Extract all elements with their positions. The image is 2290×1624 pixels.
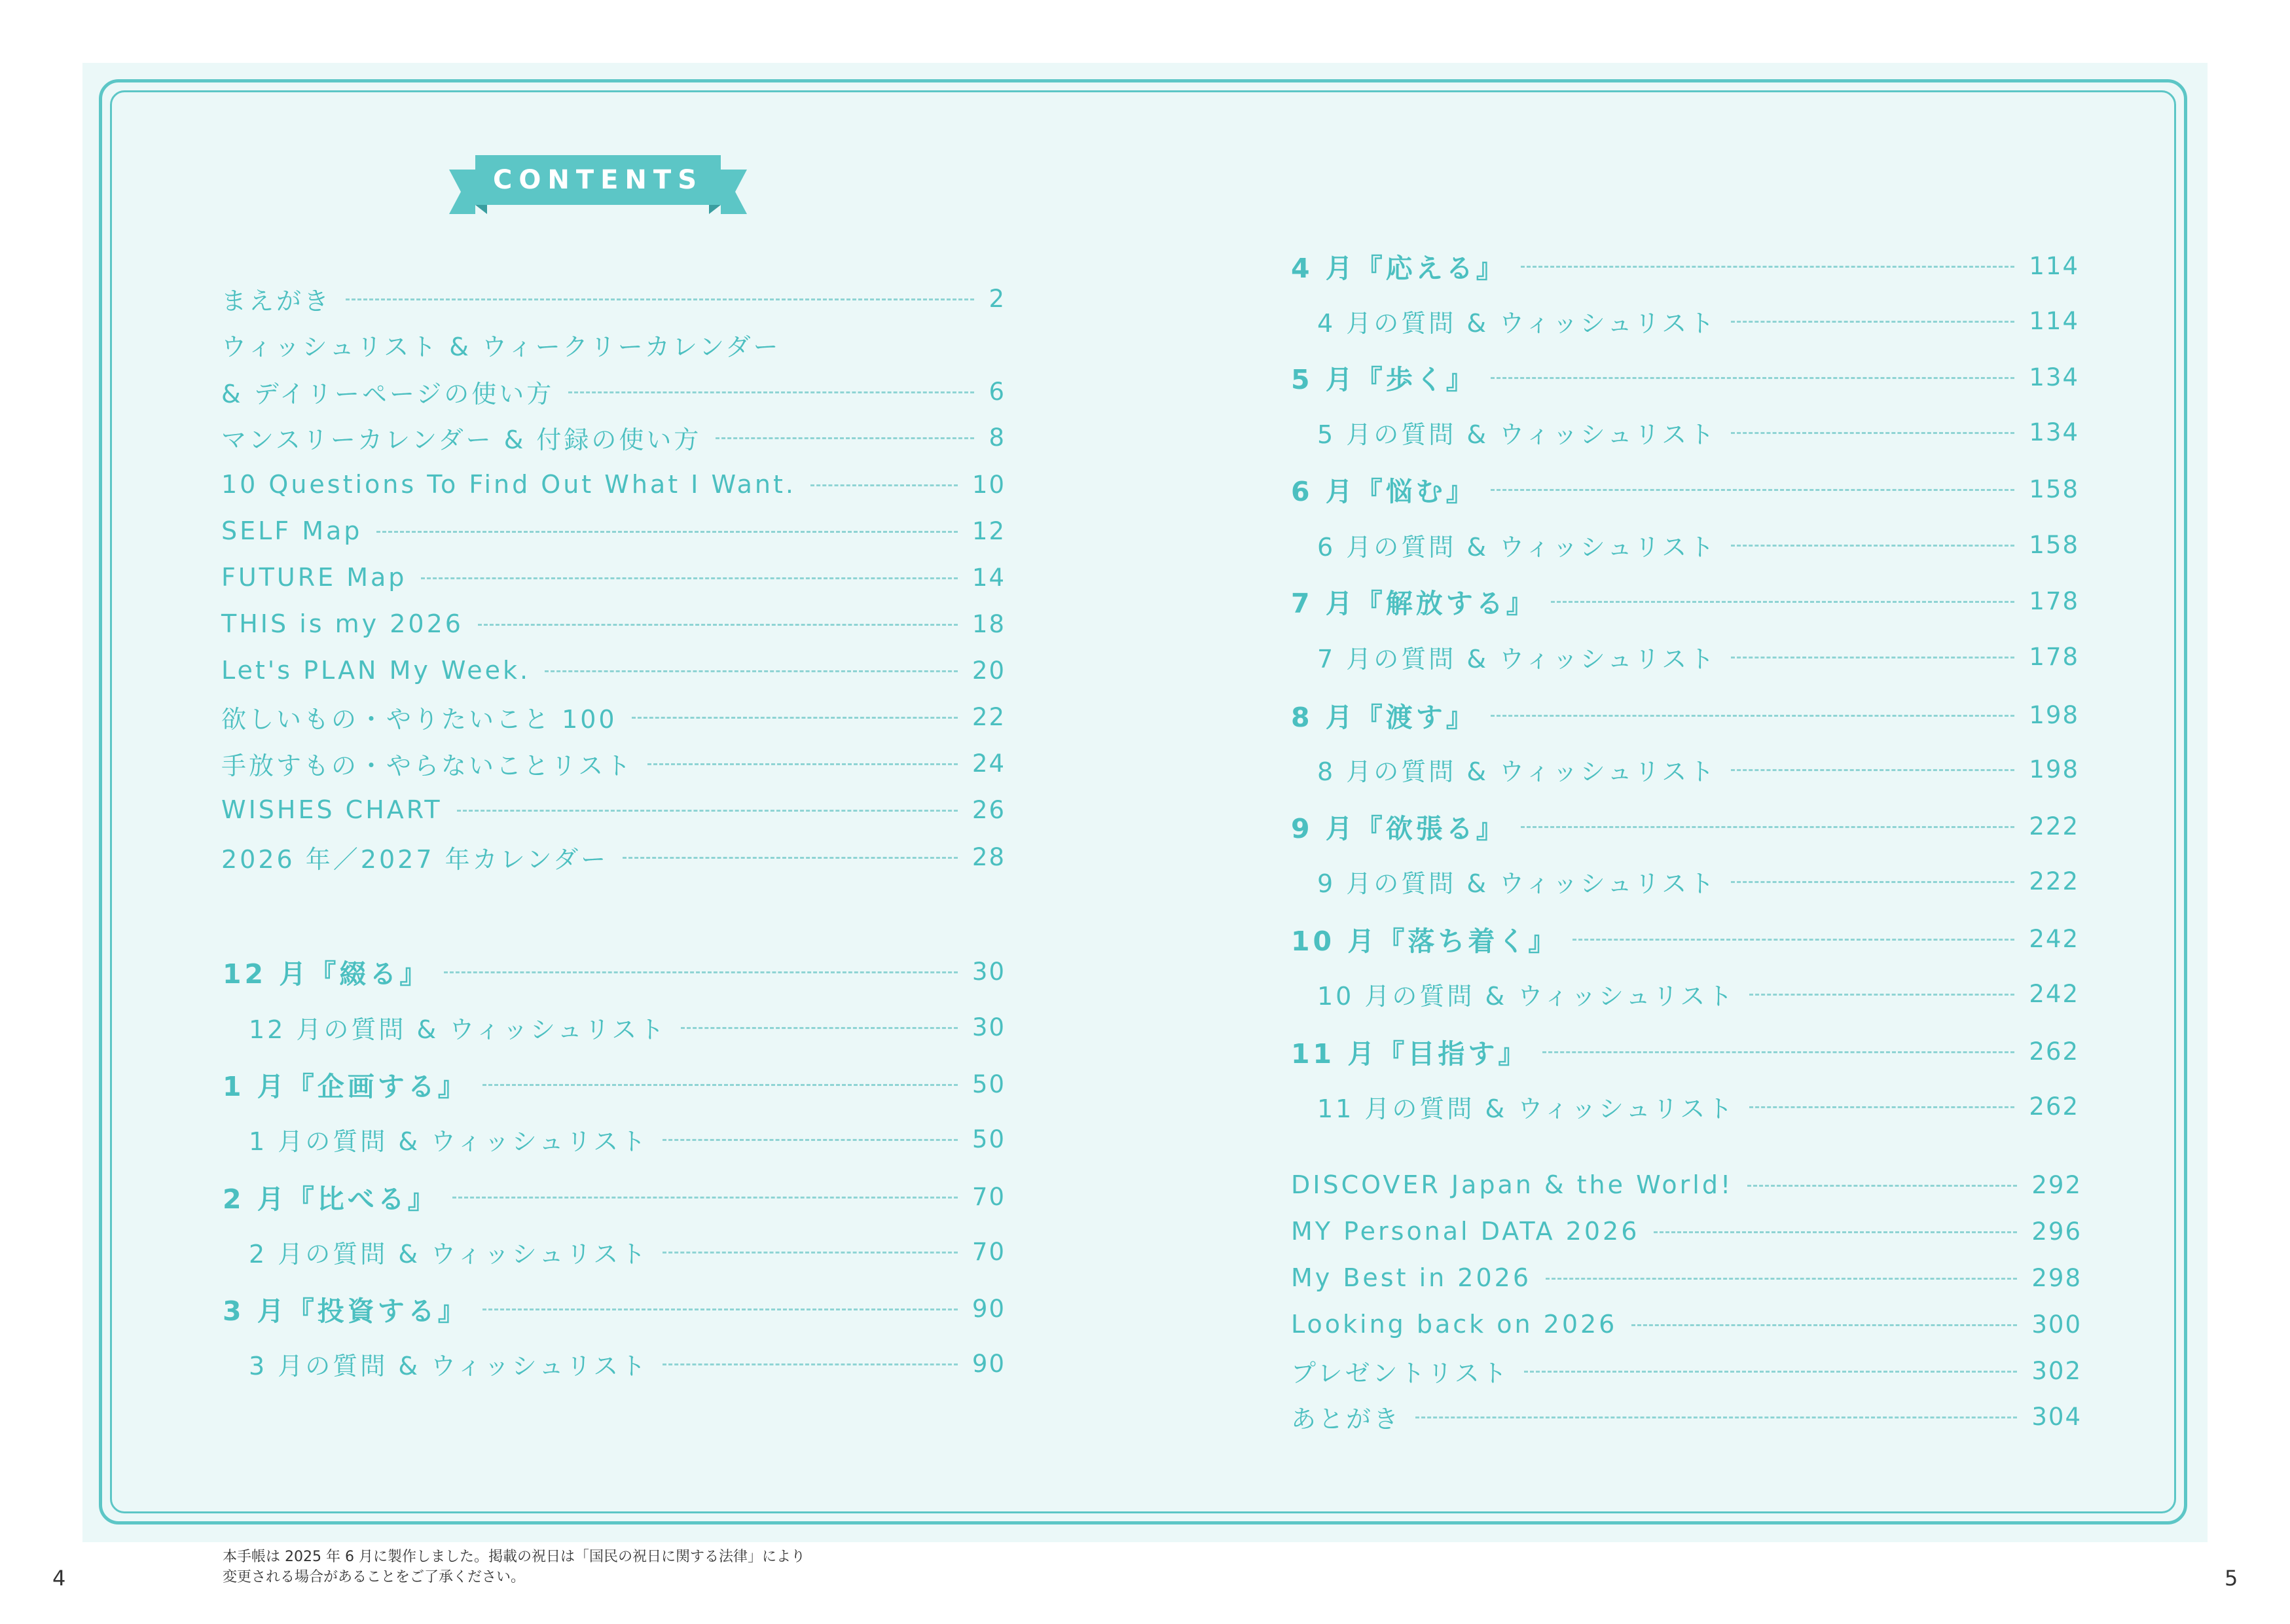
- dotted-leader: [681, 1027, 957, 1029]
- toc-entry-label: 5 月『歩く』: [1291, 363, 1476, 395]
- toc-entry-page: 296: [2031, 1217, 2082, 1246]
- toc-entry-page: 134: [2029, 418, 2079, 446]
- toc-entry-label: MY Personal DATA 2026: [1291, 1217, 1640, 1246]
- toc-entry-page: 292: [2031, 1170, 2082, 1199]
- toc-entry-label: 10 Questions To Find Out What I Want.: [221, 470, 796, 499]
- toc-entry-page: 50: [972, 1070, 1006, 1098]
- toc-entry-label: & デイリーページの使い方: [221, 379, 554, 408]
- dotted-leader: [482, 1308, 958, 1310]
- toc-entry-label: SELF Map: [221, 516, 363, 545]
- toc-entry-page: 178: [2029, 642, 2079, 671]
- toc-entry-page: 20: [972, 656, 1006, 685]
- toc-month-sub-entry[interactable]: [1317, 302, 2079, 339]
- dotted-leader: [482, 1084, 958, 1086]
- toc-entry-label: プレゼントリスト: [1291, 1358, 1510, 1388]
- toc-entry[interactable]: [221, 745, 1006, 782]
- contents-title: CONTENTS: [492, 165, 703, 195]
- toc-entry-page: 70: [972, 1237, 1006, 1266]
- toc-entry-page: 198: [2029, 700, 2079, 729]
- toc-entry[interactable]: [221, 326, 1006, 363]
- toc-entry[interactable]: [221, 373, 1006, 410]
- toc-entry-page: 30: [972, 957, 1006, 986]
- toc-entry-page: 50: [972, 1125, 1006, 1153]
- toc-entry-page: 2: [989, 284, 1006, 313]
- dotted-leader: [623, 857, 958, 859]
- dotted-leader: [346, 298, 974, 300]
- dotted-leader: [1572, 939, 2014, 941]
- toc-month-entry[interactable]: [223, 1178, 1006, 1215]
- toc-entry[interactable]: [1291, 1259, 2082, 1296]
- dotted-leader: [663, 1139, 958, 1141]
- toc-entry-label: 8 月の質問 & ウィッシュリスト: [1317, 757, 1717, 786]
- dotted-leader: [1654, 1231, 2017, 1233]
- toc-entry-page: 24: [972, 749, 1006, 778]
- toc-entry[interactable]: [1291, 1166, 2082, 1203]
- toc-entry-page: 222: [2029, 867, 2079, 895]
- toc-month-entry[interactable]: [1291, 583, 2079, 619]
- toc-month-entry[interactable]: [223, 953, 1006, 990]
- toc-month-entry[interactable]: [1291, 359, 2079, 395]
- toc-entry-label: 9 月の質問 & ウィッシュリスト: [1317, 869, 1717, 898]
- toc-month-sub-entry[interactable]: [1317, 638, 2079, 675]
- toc-entry-label: 欲しいもの・やりたいこと 100: [221, 704, 617, 734]
- toc-entry-label: 11 月の質問 & ウィッシュリスト: [1317, 1094, 1736, 1123]
- toc-entry-page: 22: [972, 702, 1006, 731]
- toc-entry-label: ウィッシュリスト & ウィークリーカレンダー: [221, 332, 781, 361]
- toc-entry-label: 12 月の質問 & ウィッシュリスト: [249, 1015, 667, 1044]
- contents-banner: [449, 151, 747, 217]
- dotted-leader: [1731, 657, 2014, 659]
- toc-entry-page: 8: [989, 423, 1006, 452]
- dotted-leader: [457, 810, 958, 812]
- toc-entry[interactable]: [1291, 1398, 2082, 1435]
- toc-entry-label: 2026 年／2027 年カレンダー: [221, 844, 609, 874]
- toc-entry-label: Let's PLAN My Week.: [221, 656, 531, 685]
- toc-entry-page: 90: [972, 1294, 1006, 1323]
- dotted-leader: [1491, 489, 2015, 491]
- toc-entry[interactable]: [221, 605, 1006, 642]
- toc-entry[interactable]: [221, 466, 1006, 503]
- toc-entry-label: あとがき: [1291, 1404, 1402, 1434]
- toc-entry[interactable]: [1291, 1352, 2082, 1389]
- toc-month-entry[interactable]: [1291, 808, 2079, 844]
- dotted-leader: [810, 484, 958, 486]
- toc-entry-page: 242: [2029, 924, 2079, 953]
- toc-entry[interactable]: [221, 280, 1006, 317]
- toc-entry-label: THIS is my 2026: [221, 609, 463, 638]
- dotted-leader: [1546, 1278, 2017, 1280]
- dotted-leader: [1521, 826, 2015, 828]
- footnote-line-2: 変更される場合があることをご了承ください。: [223, 1569, 526, 1585]
- toc-month-sub-entry[interactable]: [249, 1121, 1006, 1157]
- toc-entry-page: 300: [2031, 1310, 2082, 1339]
- toc-entry[interactable]: [221, 698, 1006, 735]
- toc-entry[interactable]: [221, 652, 1006, 689]
- toc-month-sub-entry[interactable]: [1317, 975, 2079, 1012]
- toc-entry-label: 6 月『悩む』: [1291, 475, 1476, 507]
- dotted-leader: [1415, 1416, 2017, 1418]
- toc-entry-page: 158: [2029, 475, 2079, 503]
- toc-entry-label: 10 月の質問 & ウィッシュリスト: [1317, 981, 1736, 1011]
- toc-month-sub-entry[interactable]: [249, 1345, 1006, 1382]
- toc-entry-label: 2 月『比べる』: [223, 1183, 438, 1215]
- toc-entry-label: Looking back on 2026: [1291, 1310, 1618, 1339]
- dotted-leader: [1731, 545, 2014, 547]
- toc-entry-label: まえがき: [221, 286, 332, 316]
- footnote-line-1: 本手帳は 2025 年 6 月に製作しました。掲載の祝日は「国民の祝日に関する法律」により: [223, 1549, 805, 1565]
- dotted-leader: [1542, 1051, 2014, 1053]
- toc-entry-page: 262: [2029, 1092, 2079, 1121]
- toc-entry[interactable]: [1291, 1306, 2082, 1343]
- toc-entry-page: 178: [2029, 586, 2079, 615]
- toc-entry-page: 114: [2029, 306, 2079, 335]
- toc-entry-label: 10 月『落ち着く』: [1291, 925, 1559, 957]
- toc-entry-page: 302: [2031, 1356, 2082, 1385]
- footnote: [223, 1547, 805, 1587]
- toc-entry-label: 12 月『綴る』: [223, 958, 430, 990]
- dotted-leader: [444, 971, 958, 973]
- toc-month-entry[interactable]: [1291, 696, 2079, 733]
- dotted-leader: [1747, 1185, 2017, 1187]
- toc-entry-label: 4 月の質問 & ウィッシュリスト: [1317, 308, 1717, 338]
- toc-entry-label: 3 月の質問 & ウィッシュリスト: [249, 1351, 649, 1380]
- toc-entry-label: 8 月『渡す』: [1291, 701, 1476, 733]
- dotted-leader: [1524, 1371, 2018, 1373]
- dotted-leader: [1491, 377, 2015, 379]
- toc-entry-label: 手放すもの・やらないことリスト: [221, 751, 634, 780]
- toc-entry-page: 114: [2029, 251, 2079, 280]
- toc-entry-label: WISHES CHART: [221, 795, 443, 824]
- toc-entry-page: 12: [972, 516, 1006, 545]
- dotted-leader: [716, 437, 974, 439]
- toc-entry[interactable]: [221, 513, 1006, 549]
- dotted-leader: [1731, 321, 2014, 323]
- toc-month-sub-entry[interactable]: [1317, 414, 2079, 450]
- dotted-leader: [568, 391, 974, 393]
- toc-entry-page: 18: [972, 609, 1006, 638]
- dotted-leader: [1731, 881, 2014, 883]
- toc-month-entry[interactable]: [1291, 1033, 2079, 1070]
- toc-entry-label: 11 月『目指す』: [1291, 1038, 1529, 1070]
- toc-entry-label: 7 月の質問 & ウィッシュリスト: [1317, 644, 1717, 674]
- toc-entry-page: 242: [2029, 979, 2079, 1008]
- toc-entry-label: 6 月の質問 & ウィッシュリスト: [1317, 532, 1717, 562]
- toc-entry[interactable]: [221, 419, 1006, 456]
- dotted-leader: [663, 1363, 958, 1365]
- toc-month-sub-entry[interactable]: [249, 1233, 1006, 1270]
- toc-month-entry[interactable]: [1291, 247, 2079, 284]
- dotted-leader: [376, 531, 957, 533]
- page-number-left: 4: [52, 1566, 66, 1591]
- page-number-right: 5: [2225, 1566, 2238, 1591]
- dotted-leader: [1551, 601, 2015, 603]
- toc-entry-page: 262: [2029, 1037, 2079, 1066]
- toc-month-entry[interactable]: [223, 1290, 1006, 1327]
- toc-entry-page: 26: [972, 795, 1006, 824]
- dotted-leader: [1731, 432, 2014, 434]
- toc-entry-page: 6: [989, 377, 1006, 406]
- toc-entry-page: 304: [2031, 1402, 2082, 1431]
- dotted-leader: [632, 717, 958, 719]
- toc-entry-label: My Best in 2026: [1291, 1263, 1532, 1292]
- toc-entry-label: 9 月『欲張る』: [1291, 812, 1506, 844]
- dotted-leader: [663, 1252, 958, 1254]
- toc-month-sub-entry[interactable]: [1317, 863, 2079, 899]
- toc-entry-page: 70: [972, 1182, 1006, 1211]
- toc-entry-label: 2 月の質問 & ウィッシュリスト: [249, 1239, 649, 1269]
- toc-entry[interactable]: [221, 791, 1006, 828]
- dotted-leader: [1521, 266, 2015, 268]
- dotted-leader: [452, 1197, 958, 1199]
- toc-entry[interactable]: [221, 559, 1006, 596]
- toc-entry-page: 90: [972, 1349, 1006, 1378]
- toc-entry-label: 1 月『企画する』: [223, 1070, 468, 1102]
- toc-month-entry[interactable]: [1291, 920, 2079, 957]
- toc-entry-page: 30: [972, 1013, 1006, 1041]
- toc-entry-label: マンスリーカレンダー & 付録の使い方: [221, 425, 702, 454]
- dotted-leader: [1749, 1106, 2014, 1108]
- dotted-leader: [1631, 1324, 2017, 1326]
- toc-entry-page: 10: [972, 470, 1006, 499]
- toc-month-sub-entry[interactable]: [1317, 526, 2079, 563]
- toc-entry-label: 5 月の質問 & ウィッシュリスト: [1317, 420, 1717, 449]
- toc-month-sub-entry[interactable]: [1317, 1088, 2079, 1125]
- toc-entry-label: FUTURE Map: [221, 563, 407, 592]
- toc-entry[interactable]: [221, 839, 1006, 875]
- toc-month-entry[interactable]: [1291, 471, 2079, 507]
- dotted-leader: [1731, 769, 2014, 771]
- toc-entry-label: 7 月『解放する』: [1291, 587, 1536, 619]
- toc-entry-page: 14: [972, 563, 1006, 592]
- dotted-leader: [647, 763, 958, 765]
- toc-entry-page: 158: [2029, 530, 2079, 559]
- dotted-leader: [478, 624, 958, 626]
- toc-month-sub-entry[interactable]: [1317, 751, 2079, 787]
- dotted-leader: [421, 577, 958, 579]
- toc-entry[interactable]: [1291, 1213, 2082, 1250]
- dotted-leader: [545, 670, 958, 672]
- toc-entry-page: 28: [972, 842, 1006, 871]
- toc-entry-label: 1 月の質問 & ウィッシュリスト: [249, 1127, 649, 1156]
- toc-month-sub-entry[interactable]: [249, 1009, 1006, 1045]
- toc-entry-label: 3 月『投資する』: [223, 1295, 468, 1327]
- toc-entry-page: 134: [2029, 363, 2079, 391]
- toc-entry-page: 198: [2029, 755, 2079, 784]
- toc-entry-label: 4 月『応える』: [1291, 252, 1506, 284]
- dotted-leader: [1491, 715, 2015, 717]
- toc-entry-page: 298: [2031, 1263, 2082, 1292]
- dotted-leader: [1749, 994, 2014, 996]
- toc-entry-page: 222: [2029, 812, 2079, 840]
- toc-entry-label: DISCOVER Japan & the World!: [1291, 1170, 1734, 1199]
- toc-month-entry[interactable]: [223, 1066, 1006, 1102]
